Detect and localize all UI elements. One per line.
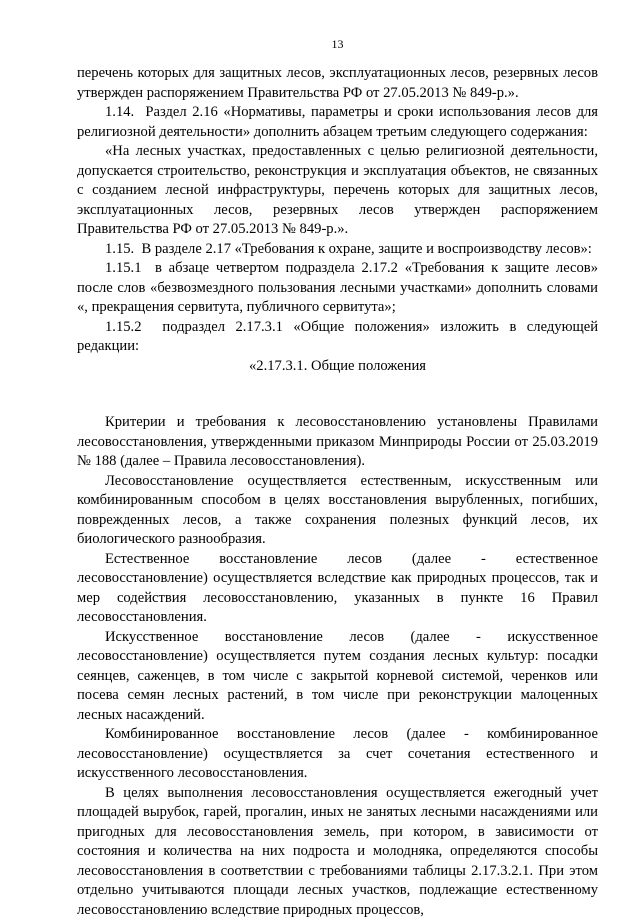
paragraph-artificial-reforestation: Искусственное восстановление лесов (далее - искусственное лесовосстановление) осуществляется путем создания лесных культур: посадки сеянцев, саженцев, в том числе с закрытой корневой системой, черенков или посева семян лесных растений, в том числе при реконструкции малоценных лесных насаждений. bbox=[77, 628, 598, 726]
paragraph-annual-accounting: В целях выполнения лесовосстановления осуществляется ежегодный учет площадей вырубок, гарей, прогалин, иных не занятых лесными насаждениями или пригодных для лесовосстановления земель, при котором, в зависимости от состояния и количества на них подроста и молодняка, определяются способы лесовосстановления в соответствии с требованиями таблицы 2.17.3.2.1. При этом отдельно учитываются площади лесных участков, подлежащие естественному лесовосстановлению вследствие природных процессов, bbox=[77, 784, 598, 920]
paragraph-reforestation-methods: Лесовосстановление осуществляется естественным, искусственным или комбинированным способом в целях восстановления вырубленных, погибших, поврежденных лесов, а также сохранения полезных функций лесов, их биологического разнообразия. bbox=[77, 472, 598, 550]
paragraph-natural-reforestation: Естественное восстановление лесов (далее - естественное лесовосстановление) осуществляется вследствие как природных процессов, так и мер содействия лесовосстановлению, указанных в пункте 16 Правил лесовосстановления. bbox=[77, 550, 598, 628]
paragraph-religious-quote: «На лесных участках, предоставленных с целью религиозной деятельности, допускается строительство, реконструкция и эксплуатация объектов, не связанных с созданием лесной инфраструктуры, перечень которых для защитных лесов, эксплуатационных лесов, резервных лесов утвержден распоряжением Правительства РФ от 27.05.2013 № 849-р.». bbox=[77, 142, 598, 240]
section-heading: «2.17.3.1. Общие положения bbox=[77, 357, 598, 377]
document-body bbox=[77, 64, 598, 920]
paragraph-criteria: Критерии и требования к лесовосстановлению установлены Правилами лесовосстановления, утвержденными приказом Минприроды России от 25.03.2019 № 188 (далее – Правила лесовосстановления). bbox=[77, 413, 598, 472]
paragraph-continuation: перечень которых для защитных лесов, эксплуатационных лесов, резервных лесов утвержден распоряжением Правительства РФ от 27.05.2013 № 849-р.». bbox=[77, 64, 598, 103]
paragraph-1-14: 1.14. Раздел 2.16 «Нормативы, параметры и сроки использования лесов для религиозной деятельности» дополнить абзацем третьим следующего содержания: bbox=[77, 103, 598, 142]
paragraph-1-15: 1.15. В разделе 2.17 «Требования к охране, защите и воспроизводству лесов»: bbox=[77, 240, 598, 260]
page-number: 13 bbox=[77, 37, 598, 51]
paragraph-combined-reforestation: Комбинированное восстановление лесов (далее - комбинированное лесовосстановление) осуществляется за счет сочетания естественного и искусственного лесовосстановления. bbox=[77, 725, 598, 784]
paragraph-1-15-2: 1.15.2 подраздел 2.17.3.1 «Общие положения» изложить в следующей редакции: bbox=[77, 318, 598, 357]
paragraph-1-15-1: 1.15.1 в абзаце четвертом подраздела 2.17.2 «Требования к защите лесов» после слов «безвозмездного пользования лесными участками» дополнить словами «, прекращения сервитута, публичного сервитута»; bbox=[77, 259, 598, 318]
